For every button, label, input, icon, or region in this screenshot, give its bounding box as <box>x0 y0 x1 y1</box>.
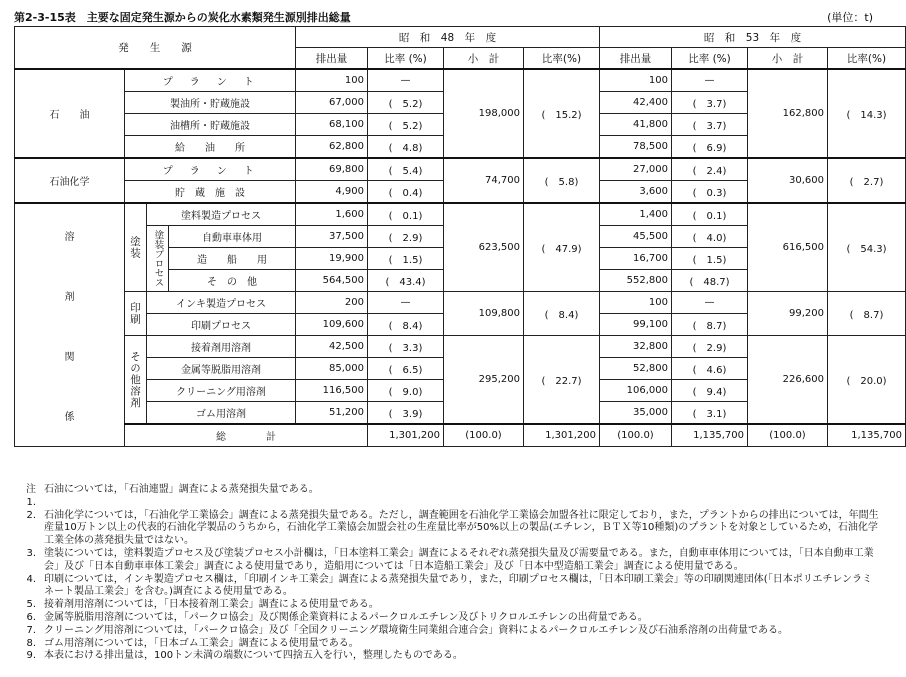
table-row <box>15 158 906 181</box>
note-number: 9. <box>26 650 36 662</box>
cell-r48: ( 3.9) <box>368 402 444 425</box>
group-oil: 石 油 <box>15 69 125 158</box>
cell-e53: 27,000 <box>600 158 672 181</box>
cell-r48: ( 3.3) <box>368 336 444 358</box>
cell-r48: ( 6.5) <box>368 358 444 380</box>
cell-r48: ( 8.4) <box>368 314 444 336</box>
note-item <box>14 548 879 574</box>
cell-r53: ( 4.0) <box>672 226 748 248</box>
cell-r53: ( 3.7) <box>672 92 748 114</box>
subgroup-paint: 塗装 <box>125 203 147 292</box>
subtotal-paint-p48: ( 47.9) <box>524 203 600 292</box>
cell-e48: 69,800 <box>296 158 368 181</box>
row-label: 製油所・貯蔵施設 <box>125 92 296 114</box>
cell-r53: ( 2.9) <box>672 336 748 358</box>
table-row <box>15 292 906 314</box>
table-row <box>15 69 906 92</box>
group-petro: 石油化学 <box>15 158 125 203</box>
cell-r48: ( 0.4) <box>368 181 444 204</box>
row-label: 印刷プロセス <box>147 314 296 336</box>
row-label: クリーニング用溶剤 <box>147 380 296 402</box>
row-label: プ ラ ン ト <box>125 69 296 92</box>
subtotal-paint-48: 623,500 <box>444 203 524 292</box>
cell-e48: 564,500 <box>296 270 368 292</box>
cell-e53: 100 <box>600 69 672 92</box>
cell-r53: ( 6.9) <box>672 136 748 159</box>
subtotal-oil-53: 162,800 <box>748 69 828 158</box>
header-subtotal-53: 小 計 <box>748 48 828 70</box>
group-solvent-char: 溶 <box>64 231 75 243</box>
subtotal-paint-p53: ( 54.3) <box>828 203 906 292</box>
note-number: 5. <box>26 599 36 611</box>
cell-e48: 116,500 <box>296 380 368 402</box>
cell-r48: — <box>368 292 444 314</box>
note-item <box>14 625 879 638</box>
note-text: 接着剤用溶剤については，「日本接着剤工業会」調査による使用量である。 <box>44 599 379 611</box>
header-subtotal-48: 小 計 <box>444 48 524 70</box>
cell-e48: 37,500 <box>296 226 368 248</box>
subtotal-print-48: 109,800 <box>444 292 524 336</box>
cell-r53: ( 0.1) <box>672 203 748 226</box>
header-ratio2-48: 比率(%) <box>524 48 600 70</box>
cell-r53: — <box>672 292 748 314</box>
note-item <box>14 510 879 548</box>
row-label: 造 船 用 <box>169 248 296 270</box>
cell-r53: ( 4.6) <box>672 358 748 380</box>
note-item <box>14 650 879 663</box>
note-number: 注 1. <box>26 484 36 508</box>
cell-e53: 552,800 <box>600 270 672 292</box>
cell-r48: ( 5.4) <box>368 158 444 181</box>
row-label: 貯 蔵 施 設 <box>125 181 296 204</box>
cell-r53: ( 3.1) <box>672 402 748 425</box>
subgroup-other-solvent: その他溶剤 <box>125 336 147 425</box>
cell-e53: 78,500 <box>600 136 672 159</box>
subtotal-petro-p48: ( 5.8) <box>524 158 600 203</box>
subtotal-oil-p53: ( 14.3) <box>828 69 906 158</box>
cell-r53: ( 48.7) <box>672 270 748 292</box>
note-number: 6. <box>26 611 36 623</box>
group-solvent <box>15 203 125 447</box>
cell-e53: 32,800 <box>600 336 672 358</box>
note-text: 印刷については，インキ製造プロセス欄は，「印刷インキ工業会」調査による蒸発損失量であり，また，印刷プロセス欄は，「日本印刷工業会」等の印刷関連団体(「日本ポリエチレンラミネート製品工業会」を含む。)調査による使用量である。 <box>44 573 873 598</box>
note-item <box>14 574 879 600</box>
subtotal-petro-p53: ( 2.7) <box>828 158 906 203</box>
cell-e48: 19,900 <box>296 248 368 270</box>
notes <box>14 484 879 663</box>
cell-e53: 100 <box>600 292 672 314</box>
note-text: 本表における排出量は，100トン未満の端数について四捨五入を行い，整理したものである。 <box>44 650 463 662</box>
note-number: 4. <box>26 573 36 585</box>
group-solvent-char: 関 <box>64 351 75 363</box>
cell-r53: ( 9.4) <box>672 380 748 402</box>
cell-e48: 68,100 <box>296 114 368 136</box>
total-s48: 1,301,200 <box>524 424 600 447</box>
cell-r48: ( 43.4) <box>368 270 444 292</box>
cell-r53: ( 2.4) <box>672 158 748 181</box>
cell-r53: ( 8.7) <box>672 314 748 336</box>
row-label: ゴム用溶剤 <box>147 402 296 425</box>
note-text: クリーニング用溶剤については，「パークロ協会」及び「全国クリーニング環境衛生同業組合連合会」資料によるパークロルエチレン及び石油系溶剤の出荷量である。 <box>44 624 788 636</box>
row-label: 給 油 所 <box>125 136 296 159</box>
cell-e53: 99,100 <box>600 314 672 336</box>
cell-r48: ( 5.2) <box>368 114 444 136</box>
table-row <box>15 336 906 358</box>
note-text: 石油については，「石油連盟」調査による蒸発損失量である。 <box>44 484 319 495</box>
subtotal-petro-48: 74,700 <box>444 158 524 203</box>
row-label: 接着剤用溶剤 <box>147 336 296 358</box>
cell-r48: ( 0.1) <box>368 203 444 226</box>
cell-e53: 42,400 <box>600 92 672 114</box>
header-row-1 <box>15 27 906 48</box>
subgroup-print: 印刷 <box>125 292 147 336</box>
cell-e53: 45,500 <box>600 226 672 248</box>
cell-e53: 1,400 <box>600 203 672 226</box>
cell-e48: 200 <box>296 292 368 314</box>
cell-e53: 35,000 <box>600 402 672 425</box>
cell-r53: — <box>672 69 748 92</box>
cell-e48: 109,600 <box>296 314 368 336</box>
note-item <box>14 612 879 625</box>
row-label: 塗料製造プロセス <box>147 203 296 226</box>
cell-r48: ( 2.9) <box>368 226 444 248</box>
note-text: 金属等脱脂用溶剤については，「パークロ協会」及び関係企業資料によるパークロルエチレン及びトリクロルエチレンの出荷量である。 <box>44 611 648 623</box>
cell-e48: 42,500 <box>296 336 368 358</box>
subtotal-other-48: 295,200 <box>444 336 524 425</box>
subgroup-paint-process: 塗装プロセス <box>147 226 169 292</box>
header-s53: 昭 和 53 年 度 <box>600 27 906 48</box>
row-label: 自動車車体用 <box>169 226 296 248</box>
cell-e48: 100 <box>296 69 368 92</box>
cell-r48: ( 9.0) <box>368 380 444 402</box>
subtotal-print-p48: ( 8.4) <box>524 292 600 336</box>
cell-e48: 85,000 <box>296 358 368 380</box>
cell-e53: 41,800 <box>600 114 672 136</box>
cell-r53: ( 3.7) <box>672 114 748 136</box>
note-number: 2. <box>26 509 36 521</box>
row-label: 油槽所・貯蔵施設 <box>125 114 296 136</box>
subtotal-petro-53: 30,600 <box>748 158 828 203</box>
cell-e53: 16,700 <box>600 248 672 270</box>
subtotal-other-p48: ( 22.7) <box>524 336 600 425</box>
note-item <box>14 484 879 510</box>
header-ratio-53: 比率 (%) <box>672 48 748 70</box>
total-r48: (100.0) <box>444 424 524 447</box>
total-r53: (100.0) <box>748 424 828 447</box>
header-s48: 昭 和 48 年 度 <box>296 27 600 48</box>
total-label: 総 計 <box>125 424 368 447</box>
note-number: 7. <box>26 624 36 636</box>
table-title: 第2-3-15表 主要な固定発生源からの炭化水素類発生源別排出総量 <box>14 11 351 24</box>
cell-r53: ( 0.3) <box>672 181 748 204</box>
row-label: インキ製造プロセス <box>147 292 296 314</box>
group-solvent-char: 係 <box>64 411 75 423</box>
cell-e53: 52,800 <box>600 358 672 380</box>
cell-e48: 4,900 <box>296 181 368 204</box>
cell-r48: ( 5.2) <box>368 92 444 114</box>
cell-e48: 51,200 <box>296 402 368 425</box>
subtotal-oil-48: 198,000 <box>444 69 524 158</box>
cell-e48: 1,600 <box>296 203 368 226</box>
note-text: ゴム用溶剤については，「日本ゴム工業会」調査による使用量である。 <box>44 637 359 649</box>
header-source: 発 生 源 <box>15 27 296 70</box>
note-text: 石油化学については，「石油化学工業協会」調査による蒸発損失量である。ただし，調査範囲を石油化学工業協会加盟各社に限定しており，また，プラントからの排出については，年間生産量10万トン以上の代表的石油化学製品のうちから，石油化学工業協会加盟会社の生産量比率が50%以上の製品(エチレン，ＢＴＸ等10種類)のプラントを対象としているため，石油化学工業全体の蒸発損失量ではない。 <box>44 509 879 547</box>
row-label: 金属等脱脂用溶剤 <box>147 358 296 380</box>
emissions-table <box>14 26 906 447</box>
header-ratio-48: 比率 (%) <box>368 48 444 70</box>
note-text: 塗装については，塗料製造プロセス及び塗装プロセス小計欄は，「日本塗料工業会」調査によるそれぞれ蒸発損失量及び需要量である。また，自動車車体用については，「日本自動車工業会」及び「日本自動車車体工業会」調査による使用量であり，造船用については「日本造船工業会」及び「日本中型造船工業会」調査による使用量である。 <box>44 547 874 572</box>
note-item <box>14 599 879 612</box>
header-ratio2-53: 比率(%) <box>828 48 906 70</box>
cell-e53: 106,000 <box>600 380 672 402</box>
header-emission-48: 排出量 <box>296 48 368 70</box>
cell-r48: — <box>368 69 444 92</box>
cell-e48: 62,800 <box>296 136 368 159</box>
subtotal-print-p53: ( 8.7) <box>828 292 906 336</box>
group-solvent-char: 剤 <box>64 291 75 303</box>
row-label: プ ラ ン ト <box>125 158 296 181</box>
subtotal-other-53: 226,600 <box>748 336 828 425</box>
total-e53: 1,135,700 <box>672 424 748 447</box>
note-number: 8. <box>26 637 36 649</box>
header-emission-53: 排出量 <box>600 48 672 70</box>
cell-e53: 3,600 <box>600 181 672 204</box>
total-p48: (100.0) <box>600 424 672 447</box>
row-label: そ の 他 <box>169 270 296 292</box>
note-number: 3. <box>26 547 36 559</box>
note-item <box>14 638 879 651</box>
subtotal-other-p53: ( 20.0) <box>828 336 906 425</box>
cell-r48: ( 4.8) <box>368 136 444 159</box>
subtotal-paint-53: 616,500 <box>748 203 828 292</box>
subtotal-print-53: 99,200 <box>748 292 828 336</box>
cell-r53: ( 1.5) <box>672 248 748 270</box>
total-row <box>15 424 906 447</box>
cell-r48: ( 1.5) <box>368 248 444 270</box>
cell-e48: 67,000 <box>296 92 368 114</box>
total-e48: 1,301,200 <box>368 424 444 447</box>
table-row <box>15 203 906 226</box>
unit-label: (単位：t) <box>827 11 873 24</box>
total-s53: 1,135,700 <box>828 424 906 447</box>
subtotal-oil-p48: ( 15.2) <box>524 69 600 158</box>
